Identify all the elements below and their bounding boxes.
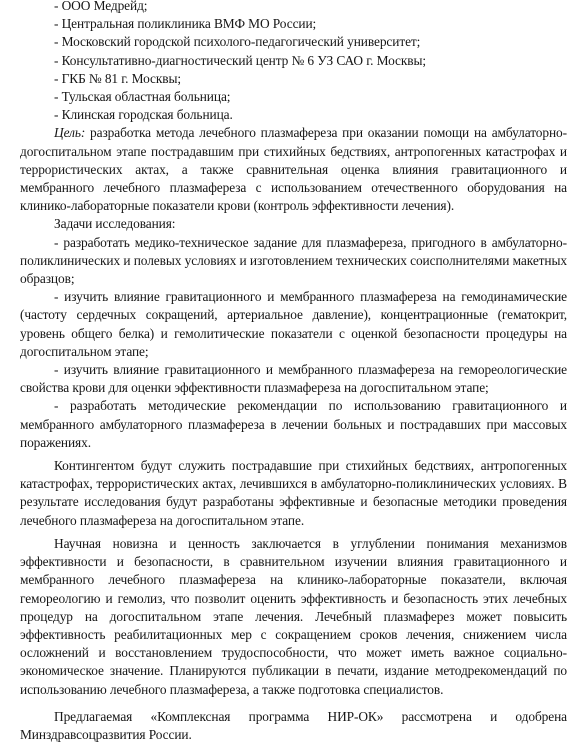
- organization-item: - Центральная поликлиника ВМФ МО России;: [54, 16, 317, 32]
- contingent-paragraph: Контингентом будут служить пострадавшие при стихийных бедствиях, антропогенных катастрофах, террористических актах, лечившихся в амбулаторно-поликлинических условиях. В результате исследования будут разработаны эффективные и безопасные методики проведения лечебного плазмафереза на догоспитальном этапе.: [20, 458, 567, 528]
- task-item: - изучить влияние гравитационного и мембранного плазмафереза на гемодинамические (частоту сердечных сокращений, артериальное давление), концентрационные (гематокрит, уровень общего белка) и гемолитические показатели с оценкой безопасности процедуры на догоспитальном этапе;: [20, 289, 567, 359]
- task-item: - разработать медико-техническое задание для плазмафереза, пригодного в амбулаторно-поликлинических и полевых условиях и изготовлением технических соисполнителями макетных образцов;: [20, 234, 567, 287]
- organization-item: - Московский городской психолого-педагогический университет;: [54, 34, 421, 50]
- organization-item: - ООО Медрейд;: [54, 0, 148, 13]
- organization-item: - ГКБ № 81 г. Москвы;: [54, 70, 182, 86]
- goal-label: Цель:: [54, 125, 86, 141]
- task-item: - изучить влияние гравитационного и мембранного плазмафереза на гемореологические свойства крови для оценки эффективности плазмафереза на догоспитальном этапе;: [20, 362, 567, 396]
- organization-item: - Консультативно-диагностический центр № 6 УЗ САО г. Москвы;: [54, 52, 426, 68]
- goal-paragraph: [20, 124, 567, 215]
- novelty-paragraph: Научная новизна и ценность заключается в углублении понимания механизмов эффективности и безопасности, в сравнительном изучении влияния гравитационного и мембранного лечебного плазмафереза на клинико-лабораторные показатели, включая гемореологию и гемолиз, что позволит оценить эффективность и безопасность этих лечебных процедур на догоспитальном этапе лечения. Лечебный плазмаферез может повысить эффективность реабилитационных мер с сокращением сроков лечения, снижением числа осложнений и восстановлением трудоспособности, что может иметь важное социально-экономическое значение. Планируются публикации в печати, издание методрекомендаций по использованию лечебного плазмафереза, а также подготовка специалистов.: [20, 535, 567, 697]
- tasks-heading: Задачи исследования:: [54, 216, 176, 232]
- approval-paragraph: Предлагаемая «Комплексная программа НИР-ОК» рассмотрена и одобрена Минздравсоцразвития России.: [20, 708, 567, 742]
- task-item: - разработать методические рекомендации по использованию гравитационного и мембранного амбулаторного плазмафереза в лечении больных и пострадавших при массовых поражениях.: [20, 398, 567, 450]
- organization-list: [20, 0, 567, 124]
- organization-item: - Тульская областная больница;: [54, 89, 231, 105]
- organization-item: - Клинская городская больница.: [54, 107, 233, 123]
- goal-text: разработка метода лечебного плазмафереза при оказании помощи на амбулаторно-догоспитальном этапе пострадавшим при стихийных бедствиях, антропогенных катастрофах и террористических актах, а также сравнительная оценка влияния гравитационного и мембранного лечебного плазмафереза с использованием отечественного оборудования на клинико-лабораторные показатели крови (контроль эффективности лечения).: [20, 125, 567, 214]
- document-page: [20, 0, 567, 744]
